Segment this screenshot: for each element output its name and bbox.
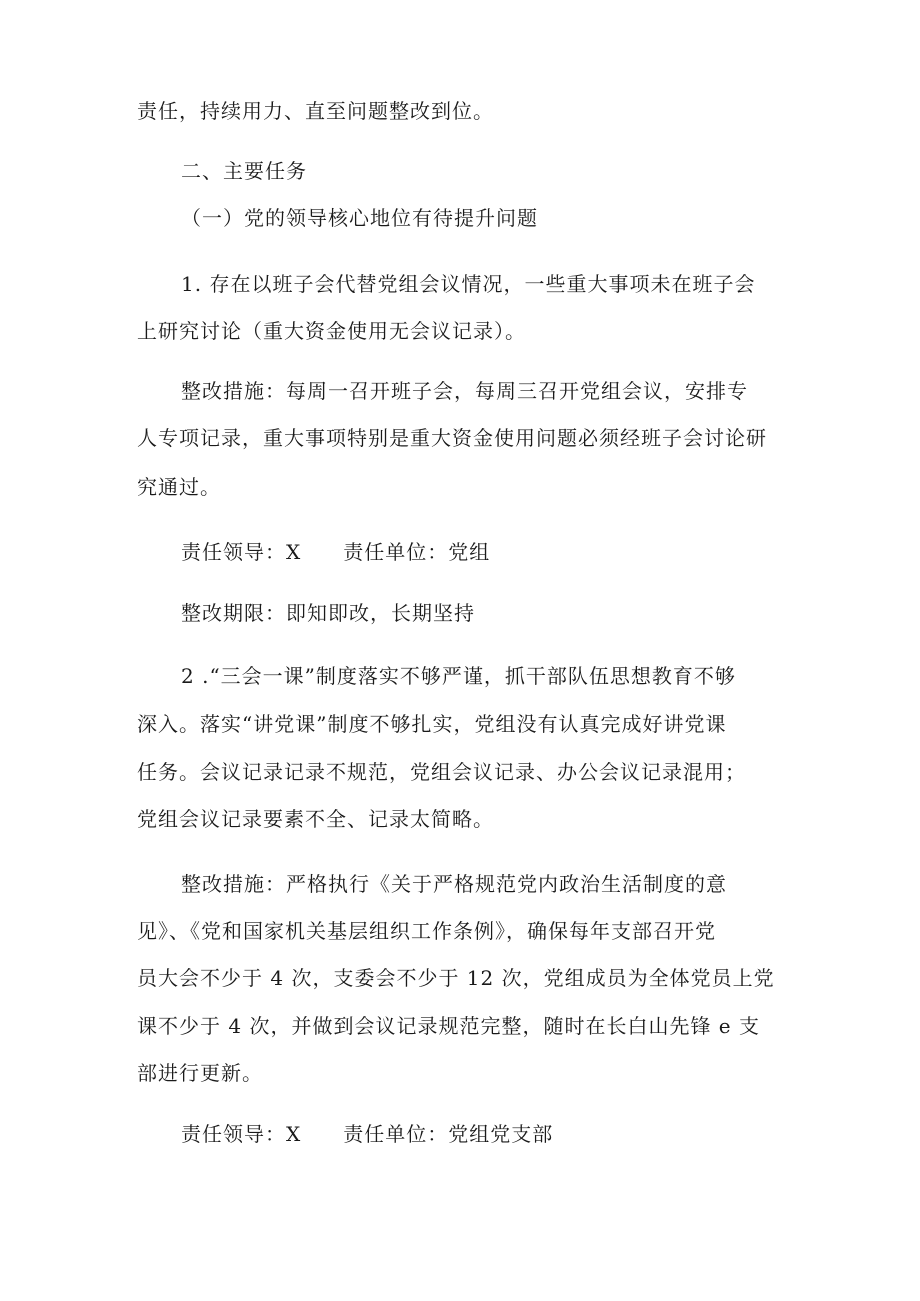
item2-line-2: 深入。落实“讲党课”制度不够扎实，党组没有认真完成好讲党课 bbox=[137, 712, 727, 736]
deadline1: 整改期限：即知即改，长期坚持 bbox=[181, 601, 475, 625]
responsibility1-leader: 责任领导：X bbox=[181, 540, 302, 564]
measures1-line-2: 人专项记录，重大事项特别是重大资金使用问题必须经班子会讨论研 bbox=[137, 426, 767, 450]
item2-line-1: 2 .“三会一课”制度落实不够严谨，抓干部队伍思想教育不够 bbox=[181, 664, 736, 688]
item1-line-2: 上研究讨论（重大资金使用无会议记录）。 bbox=[137, 319, 526, 343]
measures2-line-5: 部进行更新。 bbox=[137, 1061, 263, 1085]
responsibility2-leader: 责任领导：X bbox=[181, 1122, 302, 1146]
responsibility2-unit: 责任单位：党组党支部 bbox=[343, 1122, 554, 1146]
carryover-line-1: 责任，持续用力、直至问题整改到位。 bbox=[137, 99, 494, 123]
item2-line-3: 任务。会议记录记录不规范，党组会议记录、办公会议记录混用； bbox=[137, 760, 746, 784]
item2-line-4: 党组会议记录要素不全、记录太简略。 bbox=[137, 807, 494, 831]
measures2-line-4: 课不少于 4 次，并做到会议记录规范完整，随时在长白山先锋 e 支 bbox=[137, 1014, 760, 1038]
measures1-line-1: 整改措施：每周一召开班子会，每周三召开党组会议，安排专 bbox=[181, 379, 748, 403]
responsibility2 bbox=[181, 1121, 553, 1147]
measures2-line-1: 整改措施：严格执行《关于严格规范党内政治生活制度的意 bbox=[181, 872, 727, 896]
item1-line-1: 1. 存在以班子会代替党组会议情况，一些重大事项未在班子会 bbox=[181, 272, 756, 296]
responsibility1 bbox=[181, 539, 490, 565]
responsibility1-unit: 责任单位：党组 bbox=[343, 540, 491, 564]
subsection-heading: （一）党的领导核心地位有待提升问题 bbox=[181, 206, 538, 230]
measures1-line-3: 究通过。 bbox=[137, 475, 221, 499]
measures2-line-2: 见》、《党和国家机关基层组织工作条例》，确保每年支部召开党 bbox=[137, 919, 716, 943]
measures2-line-3: 员大会不少于 4 次，支委会不少于 12 次，党组成员为全体党员上党 bbox=[137, 966, 775, 990]
section-heading: 二、主要任务 bbox=[181, 159, 307, 183]
